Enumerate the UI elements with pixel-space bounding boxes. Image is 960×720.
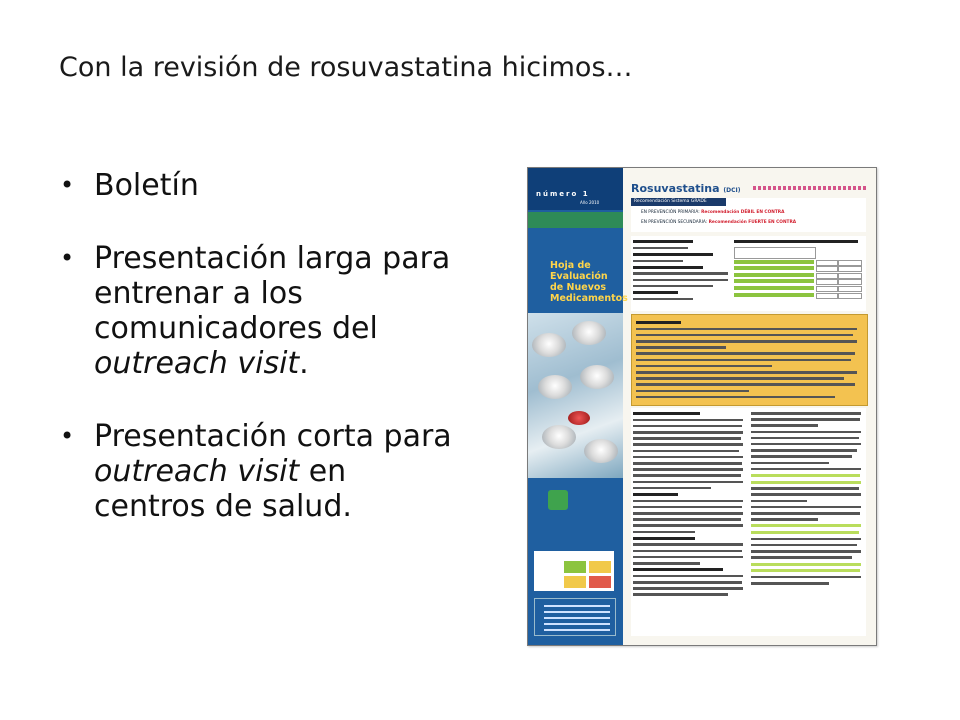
bullet-suffix: . <box>299 346 309 381</box>
vial-image <box>584 439 618 463</box>
bullet-emphasis: outreach visit <box>94 454 300 489</box>
legend-line <box>544 611 610 613</box>
slide-title: Con la revisión de rosuvastatina hicimos… <box>59 52 633 83</box>
bullet-emphasis: outreach visit <box>94 346 300 381</box>
grade-cell <box>564 561 586 573</box>
red-vial-image <box>568 411 590 425</box>
sidebar-green-band <box>528 212 623 228</box>
body-column-right <box>751 412 863 588</box>
bulletin-number: número 1 <box>536 190 590 198</box>
bullet-dot: • <box>60 244 75 272</box>
bulletin-body-text <box>631 408 866 636</box>
bullet-item <box>58 168 458 203</box>
header-ribbon <box>753 186 868 190</box>
summary-text <box>636 321 862 402</box>
bullet-text: Presentación corta para <box>94 419 452 454</box>
bullet-dot: • <box>60 171 75 199</box>
bullet-dot: • <box>60 422 75 450</box>
bullet-list <box>58 168 458 562</box>
grade-header: Recomendación Sistema GRADE <box>631 198 726 206</box>
bullet-item <box>58 419 458 524</box>
drug-name: Rosuvastatina <box>631 182 720 195</box>
junta-logo <box>548 490 568 510</box>
vial-image <box>538 375 572 399</box>
bulletin-sidebar <box>528 168 628 645</box>
grade-secondary-label: EN PREVENCIÓN SECUNDARIA: <box>641 220 708 225</box>
drug-info-text <box>633 240 733 304</box>
grade-secondary <box>641 220 796 225</box>
bulletin-year: Año 2010 <box>580 200 600 205</box>
grade-cell <box>589 561 611 573</box>
vials-photo <box>528 313 623 478</box>
bulletin-drug-title <box>631 182 740 195</box>
bullet-item <box>58 241 458 381</box>
grade-primary-label: EN PREVENCIÓN PRIMARIA: <box>641 210 700 215</box>
grade-cell <box>589 576 611 588</box>
body-column-left <box>633 412 745 600</box>
bulletin-main <box>623 168 876 645</box>
vial-image <box>532 333 566 357</box>
bullet-text: Boletín <box>94 168 199 203</box>
grade-cell <box>564 576 586 588</box>
bulletin-hoja-title: Hoja de Evaluación de Nuevos Medicamentos <box>550 260 628 304</box>
sidebar-header <box>528 168 623 210</box>
legend-line <box>544 629 610 631</box>
grade-primary <box>641 210 784 215</box>
bullet-suffix: en centros de salud. <box>94 454 352 524</box>
vial-image <box>572 321 606 345</box>
drug-info-box <box>631 236 866 311</box>
vial-image <box>580 365 614 389</box>
bullet-text: Presentación larga para entrenar a los comunicadores del <box>94 241 451 346</box>
legend-line <box>544 617 610 619</box>
legend-box <box>534 598 616 636</box>
summary-box <box>631 314 868 406</box>
bulletin-thumbnail <box>527 167 877 646</box>
cost-table <box>734 238 864 299</box>
grade-summary-box <box>534 551 614 591</box>
grade-recommendation-box <box>631 198 866 232</box>
legend-line <box>544 623 610 625</box>
drug-dci: (DCI) <box>723 187 741 194</box>
grade-secondary-value: Recomendación FUERTE EN CONTRA <box>708 220 797 225</box>
grade-primary-value: Recomendación DÉBIL EN CONTRA <box>701 210 785 215</box>
legend-line <box>544 605 610 607</box>
vial-image <box>542 425 576 449</box>
